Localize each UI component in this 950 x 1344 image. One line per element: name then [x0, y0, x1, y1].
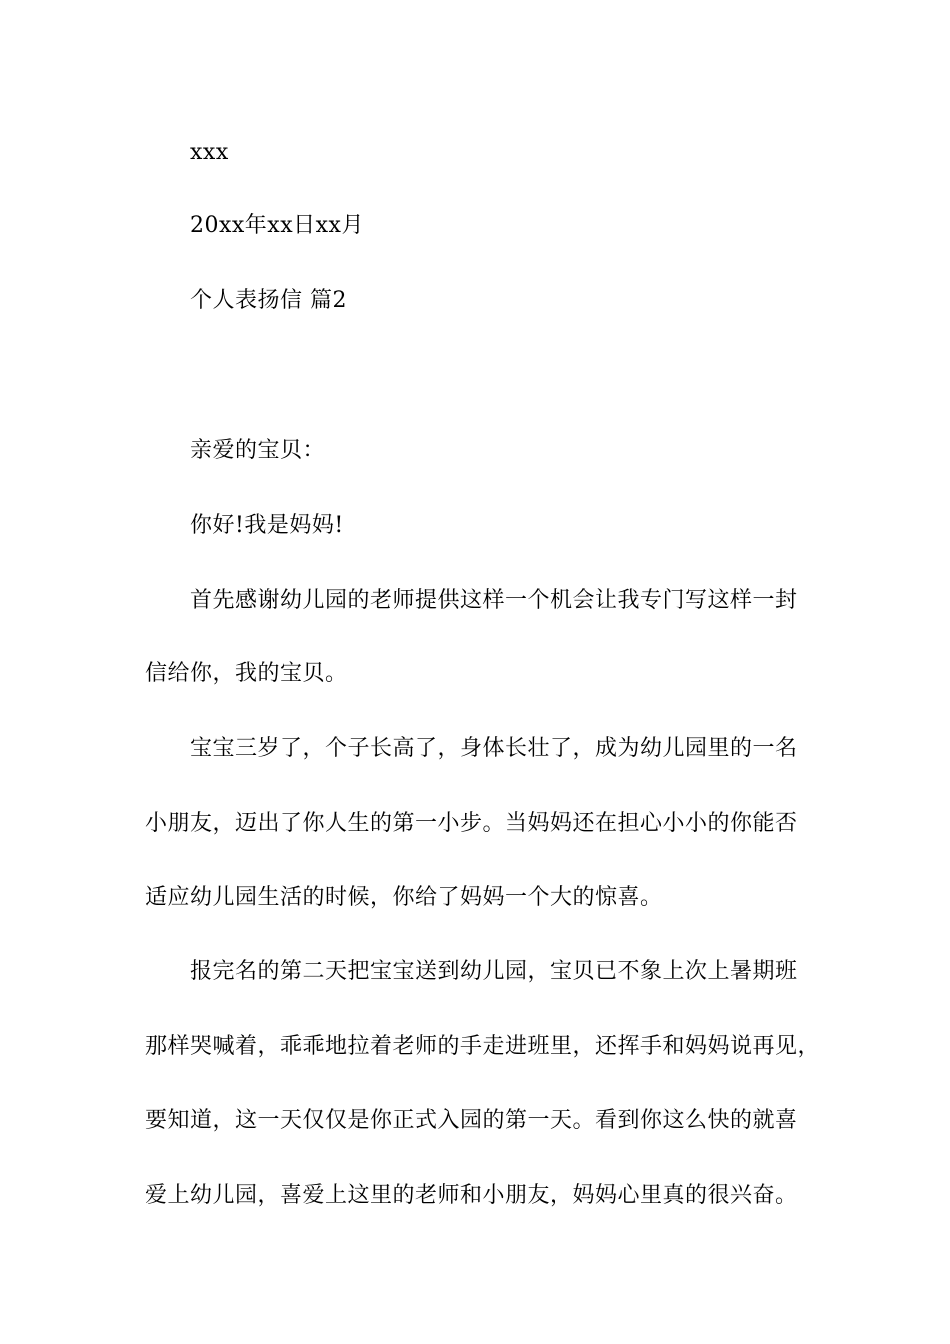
- paragraph-2-line-3: 适应幼儿园生活的时候，你给了妈妈一个大的惊喜。: [145, 885, 663, 910]
- paragraph-1-line-1: 首先感谢幼儿园的老师提供这样一个机会让我专门写这样一封: [190, 588, 798, 613]
- paragraph-2-line-1: 宝宝三岁了，个子长高了，身体长壮了，成为幼儿园里的一名: [190, 736, 798, 761]
- paragraph-3-line-2: 那样哭喊着，乖乖地拉着老师的手走进班里，还挥手和妈妈说再见，: [145, 1034, 821, 1059]
- letter-heading: 个人表扬信 篇2: [190, 288, 347, 313]
- salutation: 亲爱的宝贝：: [190, 438, 326, 463]
- paragraph-1-line-2: 信给你，我的宝贝。: [145, 661, 348, 686]
- paragraph-3-line-3: 要知道，这一天仅仅是你正式入园的第一天。看到你这么快的就喜: [145, 1108, 798, 1133]
- paragraph-2-line-2: 小朋友，迈出了你人生的第一小步。当妈妈还在担心小小的你能否: [145, 811, 798, 836]
- greeting: 你好!我是妈妈!: [190, 513, 344, 538]
- signature: xxx: [190, 140, 229, 165]
- paragraph-3-line-1: 报完名的第二天把宝宝送到幼儿园，宝贝已不象上次上暑期班: [190, 959, 798, 984]
- date: 20xx年xx日xx月: [190, 213, 364, 238]
- paragraph-3-line-4: 爱上幼儿园，喜爱上这里的老师和小朋友，妈妈心里真的很兴奋。: [145, 1183, 798, 1208]
